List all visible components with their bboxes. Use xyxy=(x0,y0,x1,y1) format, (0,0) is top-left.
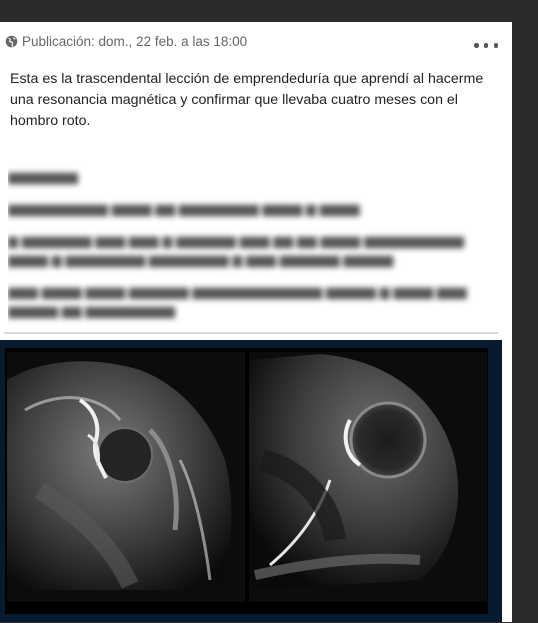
globe-icon xyxy=(5,35,18,48)
mri-scans-image xyxy=(0,340,502,622)
blurred-content: ▆▆▆▆▆▆▆ ▆▆▆▆▆▆▆▆▆▆ ▆▆▆▆ ▆▆ ▆▆▆▆▆▆▆▆ ▆▆▆▆ ▆ ▆▆▆▆ ▆ ▆▆▆▆▆▆▆ ▆▆▆ ▆▆▆ ▆ ▆▆▆▆▆▆ ▆▆▆ ▆▆ ▆▆ ▆▆▆▆ ▆▆▆▆▆▆▆▆▆▆ ▆▆▆▆ ▆ ▆▆▆▆▆▆▆▆ ▆▆▆▆▆▆▆▆ ▆ ▆▆▆ ▆▆▆▆▆▆ ▆▆▆▆▆ ▆▆▆ ▆▆▆▆ ▆▆▆▆ ▆▆▆▆▆▆ ▆▆▆▆▆▆▆▆▆▆▆▆▆ ▆▆▆▆▆ ▆ ▆▆▆▆ ▆▆▆ ▆▆▆▆▆ ▆▆ ▆▆▆▆▆▆▆▆▆ xyxy=(8,169,467,318)
post-header xyxy=(0,30,512,56)
more-options-icon[interactable] xyxy=(474,43,498,49)
mri-image[interactable] xyxy=(0,340,502,622)
content-divider xyxy=(4,332,498,334)
post-text: Esta es la trascendental lección de emprendeduría que aprendí al hacerme una resonancia magnética y confirmar que llevaba cuatro meses con el hombro roto. xyxy=(10,71,484,129)
page-scrollbar[interactable] xyxy=(512,0,538,623)
post-timestamp: Publicación: dom., 22 feb. a las 18:00 xyxy=(22,34,248,49)
post-card xyxy=(0,22,512,622)
